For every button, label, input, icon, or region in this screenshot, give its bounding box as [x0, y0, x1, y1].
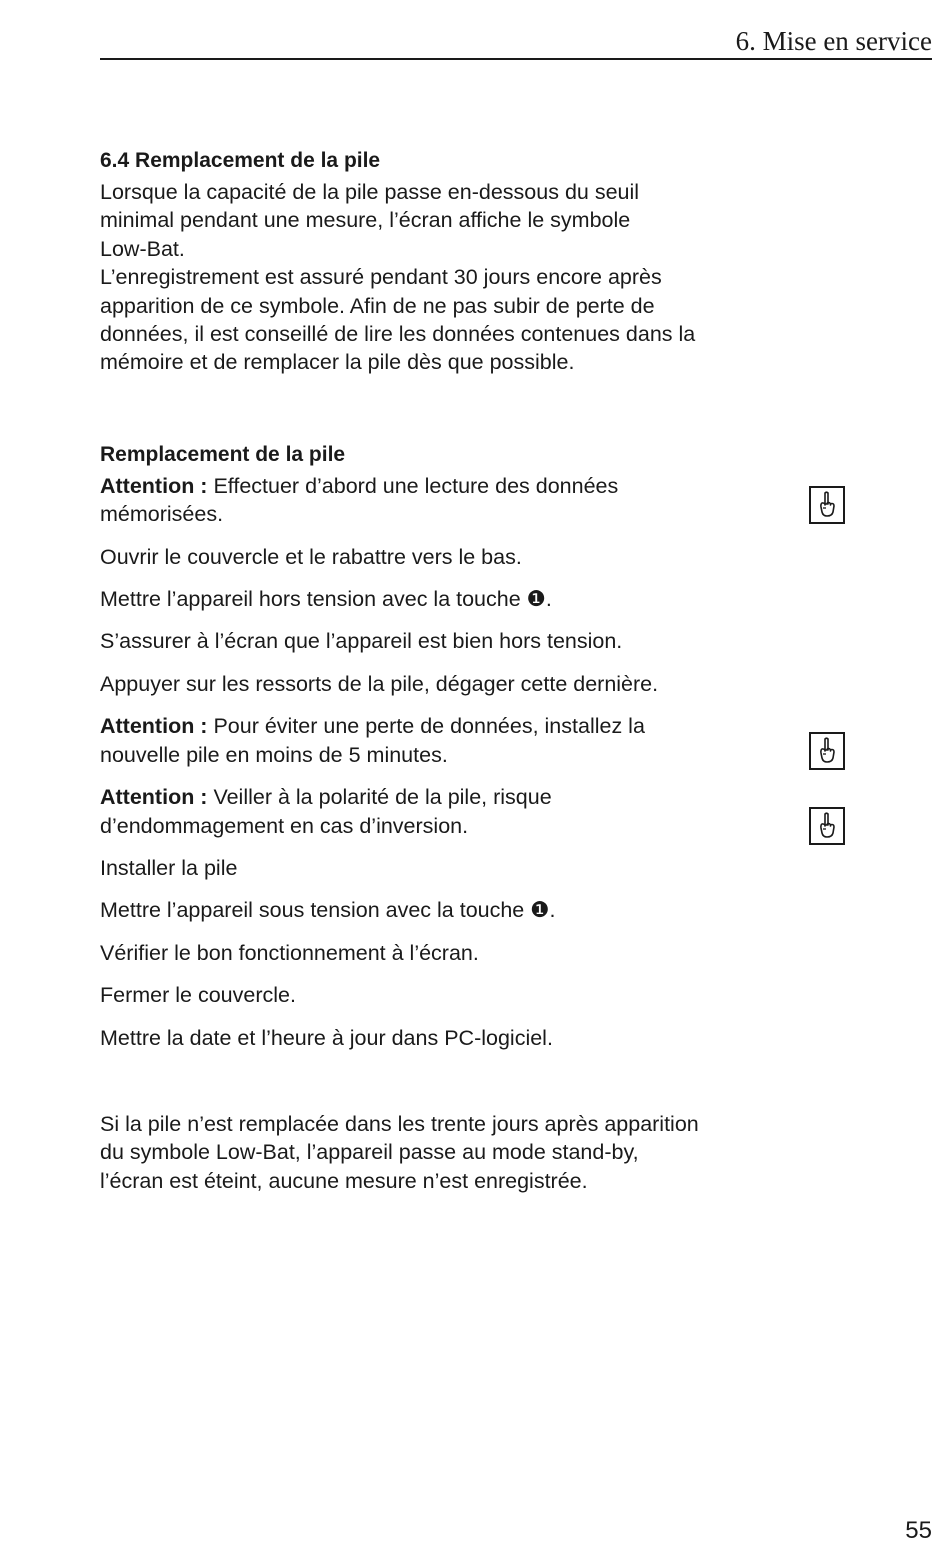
pointing-hand-icon	[809, 807, 845, 845]
attention-label: Attention :	[100, 785, 208, 810]
step-text: Mettre l’appareil sous tension avec la touche ❶.	[100, 898, 556, 923]
step-text: Ouvrir le couvercle et le rabattre vers le bas.	[100, 544, 522, 569]
pointing-hand-icon	[811, 488, 843, 522]
attention-text: mémorisées.	[100, 502, 224, 527]
step-text: S’assurer à l’écran que l’appareil est bien hors tension.	[100, 629, 623, 654]
intro-line: apparition de ce symbole. Afin de ne pas subir de perte de	[100, 293, 655, 318]
attention-text: Effectuer d’abord une lecture des données	[207, 473, 619, 498]
page-header	[100, 24, 932, 60]
closing-line: l’écran est éteint, aucune mesure n’est enregistrée.	[100, 1168, 588, 1193]
step-text: Mettre l’appareil hors tension avec la touche ❶.	[100, 587, 552, 612]
intro-line: mémoire et de remplacer la pile dès que possible.	[100, 350, 575, 375]
page-number: 55	[905, 1517, 932, 1544]
attention-text: Veiller à la polarité de la pile, risque	[207, 785, 552, 810]
closing-line: Si la pile n’est remplacée dans les trente jours après apparition	[100, 1111, 699, 1136]
procedure-steps	[100, 472, 780, 1052]
step-text: Fermer le couvercle.	[100, 983, 296, 1008]
procedure-title: Remplacement de la pile	[100, 442, 346, 466]
pointing-hand-icon	[811, 734, 843, 768]
step-text: Vérifier le bon fonctionnement à l’écran.	[100, 940, 479, 965]
closing-paragraph	[100, 1110, 780, 1195]
intro-line: minimal pendant une mesure, l’écran affiche le symbole	[100, 208, 631, 233]
attention-note-3	[100, 783, 780, 840]
intro-line: Low-Bat.	[100, 236, 185, 261]
attention-text: nouvelle pile en moins de 5 minutes.	[100, 742, 448, 767]
intro-paragraph	[100, 178, 780, 377]
page-content	[100, 146, 780, 1195]
intro-line: données, il est conseillé de lire les données contenues dans la	[100, 322, 696, 347]
pointing-hand-icon	[809, 732, 845, 770]
attention-label: Attention :	[100, 714, 208, 739]
attention-note-1	[100, 472, 780, 529]
pointing-hand-icon	[809, 486, 845, 524]
attention-note-2	[100, 712, 780, 769]
intro-line: L’enregistrement est assuré pendant 30 jours encore après	[100, 265, 662, 290]
pointing-hand-icon	[811, 809, 843, 843]
chapter-title: 6. Mise en service	[735, 26, 932, 56]
closing-line: du symbole Low-Bat, l’appareil passe au mode stand-by,	[100, 1140, 639, 1165]
attention-text: Pour éviter une perte de données, installez la	[207, 714, 645, 739]
step-text: Mettre la date et l’heure à jour dans PC-logiciel.	[100, 1025, 553, 1050]
attention-label: Attention :	[100, 473, 208, 498]
step-text: Installer la pile	[100, 855, 238, 880]
intro-line: Lorsque la capacité de la pile passe en-dessous du seuil	[100, 180, 640, 204]
attention-text: d’endommagement en cas d’inversion.	[100, 813, 469, 838]
step-text: Appuyer sur les ressorts de la pile, dégager cette dernière.	[100, 671, 659, 696]
section-title: 6.4 Remplacement de la pile	[100, 149, 381, 172]
